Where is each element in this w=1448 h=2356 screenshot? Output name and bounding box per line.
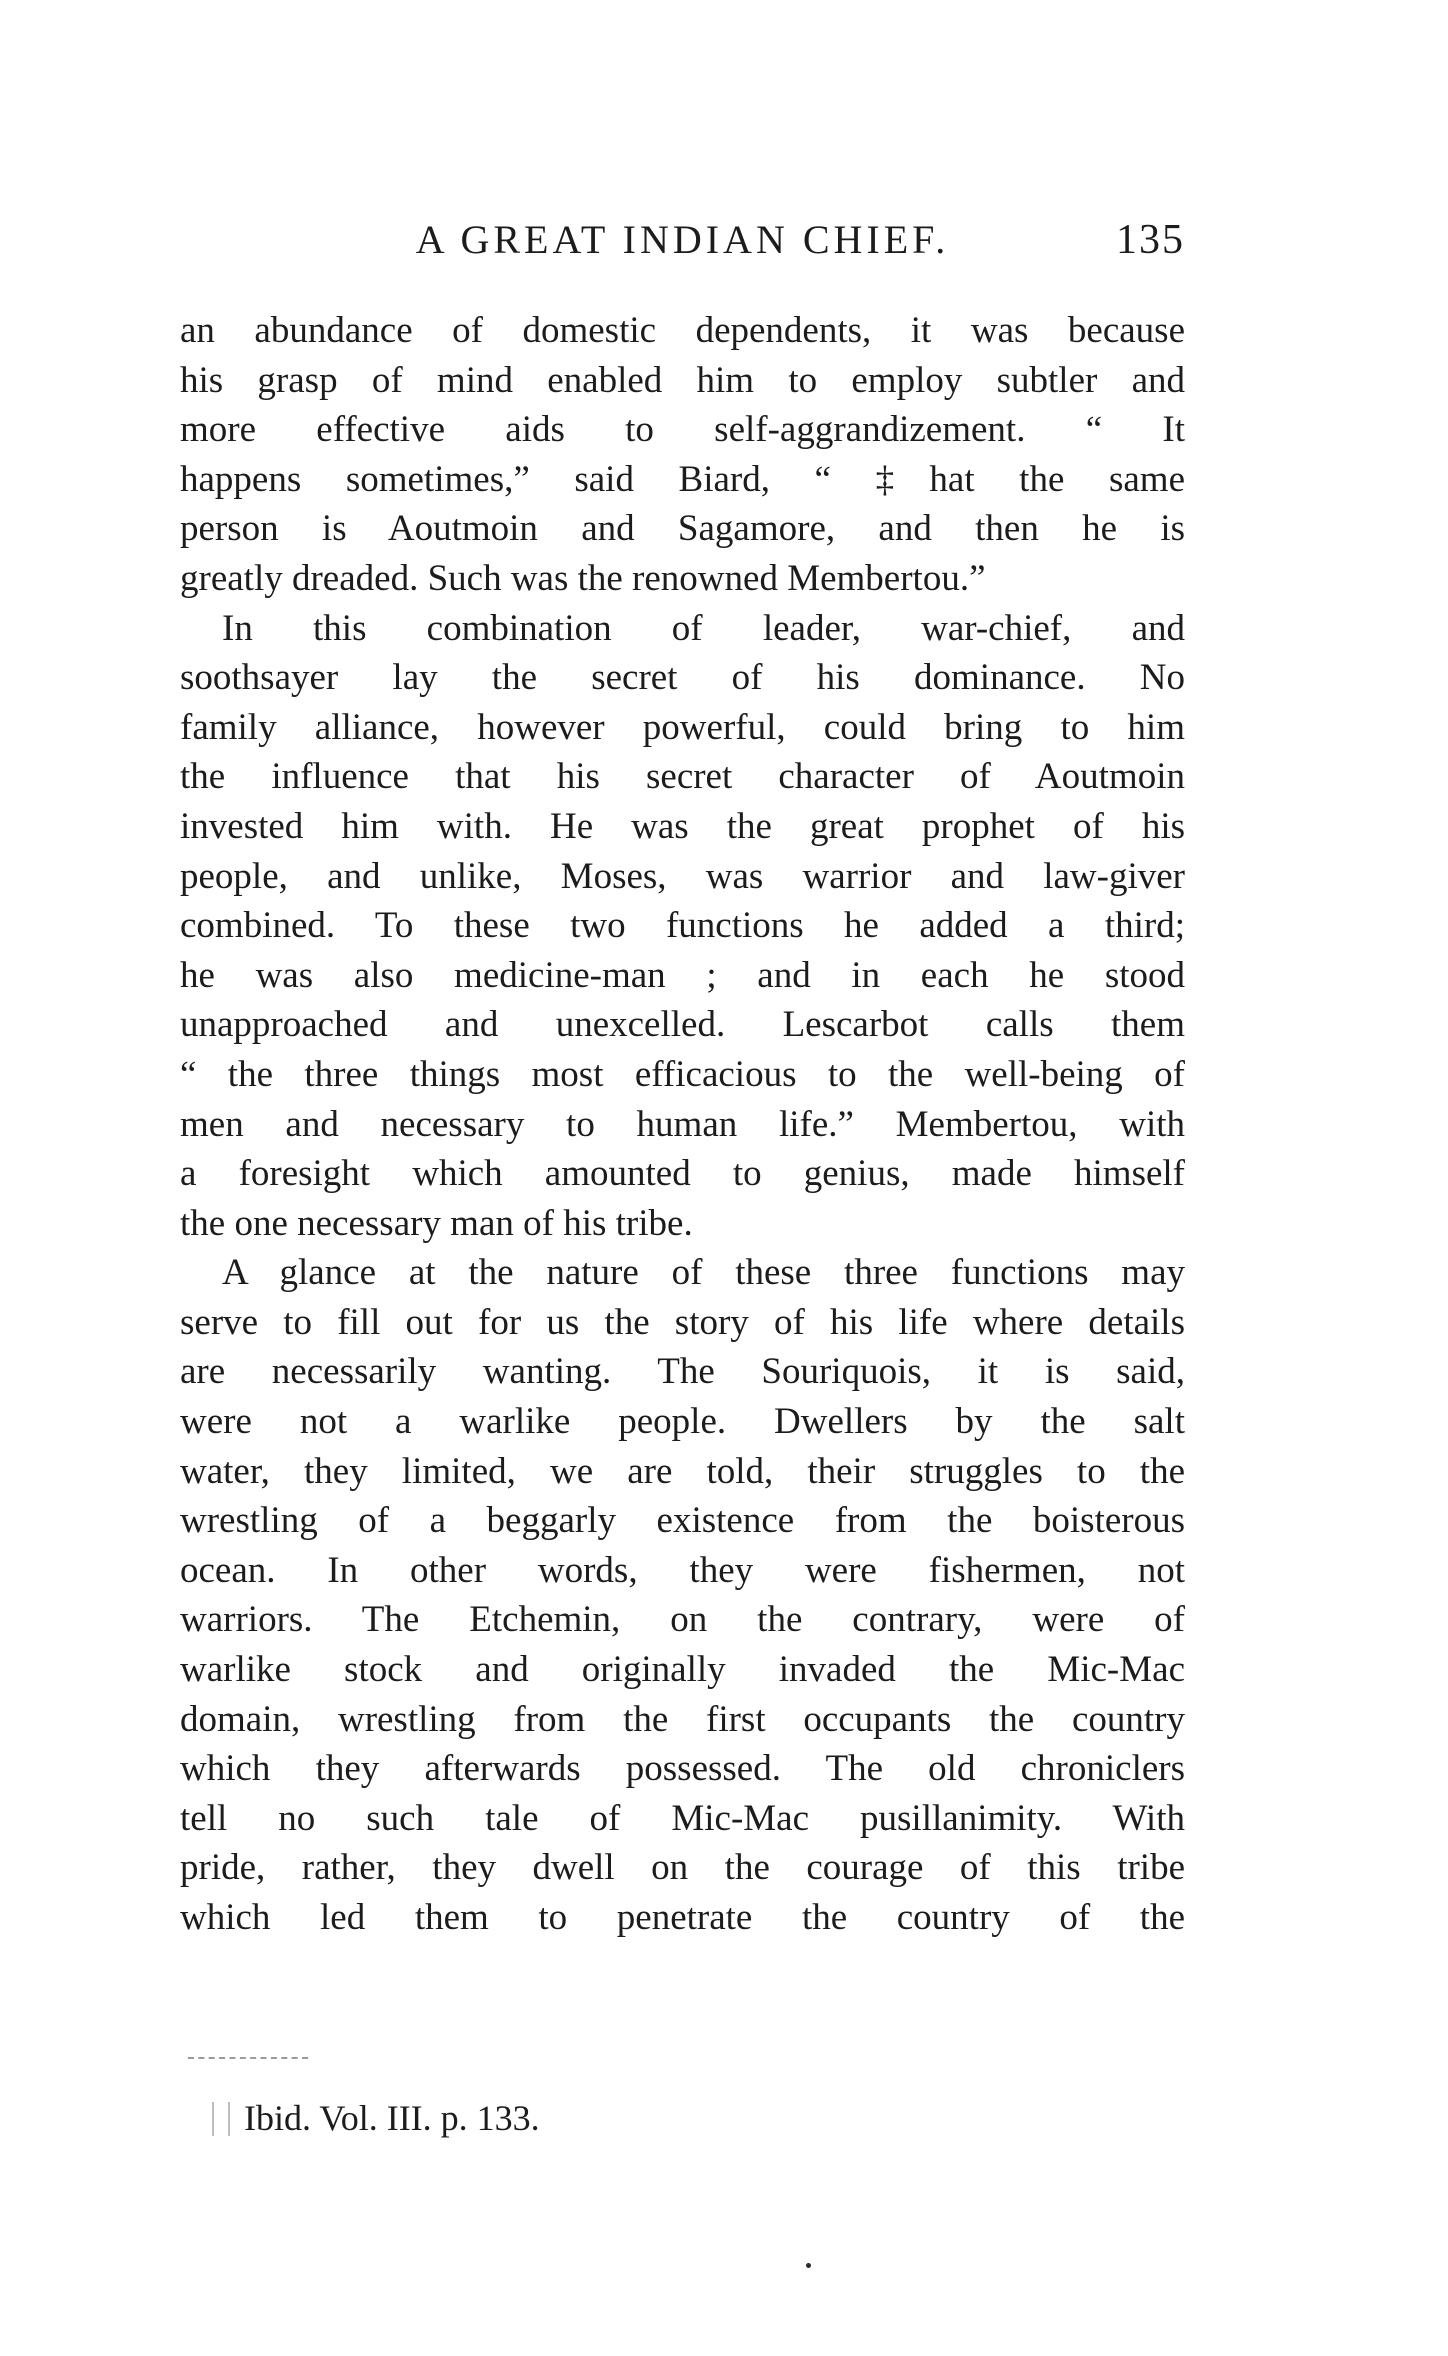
text-line: men and necessary to human life.” Membertou, with bbox=[180, 1103, 1185, 1145]
text-line: were not a warlike people. Dwellers by the salt bbox=[180, 1401, 1185, 1443]
text-line: he was also medicine-man ; and in each he stood bbox=[180, 954, 1185, 996]
text-line: his grasp of mind enabled him to employ subtler and bbox=[180, 359, 1185, 401]
body-text bbox=[180, 306, 1185, 1943]
paragraph-start-line: In this combination of leader, war-chief, and bbox=[222, 607, 1185, 649]
running-title: A GREAT INDIAN CHIEF. bbox=[415, 217, 950, 262]
footnote-divider bbox=[188, 2057, 308, 2059]
footnote bbox=[212, 2093, 540, 2143]
text-line: water, they limited, we are told, their struggles to the bbox=[180, 1450, 1185, 1492]
text-line: wrestling of a beggarly existence from the boisterous bbox=[180, 1500, 1185, 1542]
page-number: 135 bbox=[1116, 217, 1185, 263]
running-head bbox=[180, 210, 1185, 270]
text-line: which led them to penetrate the country of the bbox=[180, 1897, 1185, 1938]
text-line: people, and unlike, Moses, was warrior and law-giver bbox=[180, 855, 1185, 897]
text-line: combined. To these two functions he added a third; bbox=[180, 905, 1185, 947]
text-line: tell no such tale of Mic-Mac pusillanimity. With bbox=[180, 1797, 1185, 1839]
text-line: serve to fill out for us the story of his life where details bbox=[180, 1301, 1185, 1343]
text-line: a foresight which amounted to genius, made himself bbox=[180, 1153, 1185, 1195]
text-line: more effective aids to self-aggrandizement. “ It bbox=[180, 409, 1185, 451]
text-line: warriors. The Etchemin, on the contrary, were of bbox=[180, 1599, 1185, 1641]
text-line: pride, rather, they dwell on the courage of this tribe bbox=[180, 1847, 1185, 1889]
text-line: the influence that his secret character of Aoutmoin bbox=[180, 756, 1185, 798]
text-line: person is Aoutmoin and Sagamore, and then he is bbox=[180, 508, 1185, 550]
text-line: ocean. In other words, they were fishermen, not bbox=[180, 1549, 1185, 1591]
text-line: an abundance of domestic dependents, it was because bbox=[180, 310, 1185, 351]
print-speck-icon bbox=[806, 2263, 811, 2268]
text-line: the one necessary man of his tribe. bbox=[180, 1202, 693, 1244]
text-line: unapproached and unexcelled. Lescarbot calls them bbox=[180, 1004, 1185, 1046]
text-line: are necessarily wanting. The Souriquois, it is said, bbox=[180, 1351, 1185, 1393]
footnote-text: Ibid. Vol. III. p. 133. bbox=[244, 2098, 540, 2138]
text-line: “ the three things most efficacious to the well-being of bbox=[180, 1053, 1185, 1095]
text-line: family alliance, however powerful, could bring to him bbox=[180, 706, 1185, 748]
text-line: which they afterwards possessed. The old chroniclers bbox=[180, 1748, 1185, 1790]
text-line: greatly dreaded. Such was the renowned Membertou.” bbox=[180, 557, 986, 599]
footnote-mark-icon bbox=[212, 2102, 230, 2136]
text-line: soothsayer lay the secret of his dominance. No bbox=[180, 657, 1185, 699]
text-line: invested him with. He was the great prophet of his bbox=[180, 805, 1185, 847]
text-line: warlike stock and originally invaded the Mic-Mac bbox=[180, 1649, 1185, 1691]
text-line: domain, wrestling from the first occupants the country bbox=[180, 1698, 1185, 1740]
paragraph-start-line: A glance at the nature of these three functions may bbox=[222, 1252, 1185, 1294]
text-line: happens sometimes,” said Biard, “ ‡hat the same bbox=[180, 458, 1185, 500]
